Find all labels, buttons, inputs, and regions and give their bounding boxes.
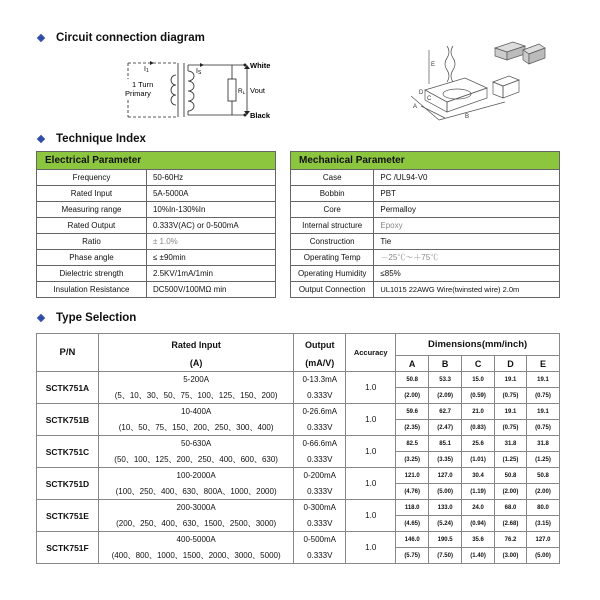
param-value: PC /UL94-V0 [374,170,560,186]
is-subscript: S [197,70,202,76]
param-value: 5A-5000A [146,186,275,202]
dim-c-mm: 25.6 [462,436,495,452]
dim-e-mm: 80.0 [527,500,560,516]
param-name: Rated Input [37,186,147,202]
dim-c-mm: 21.0 [462,404,495,420]
header-dim-d: D [495,356,527,372]
table-row [291,234,560,250]
param-value: ± 1.0% [146,234,275,250]
param-value: Permalloy [374,202,560,218]
accuracy-value: 1.0 [346,436,396,468]
part-number: SCTK751A [37,372,99,404]
param-value: ≤85% [374,266,560,282]
dim-c-inch: (1.40) [462,548,495,564]
electrical-parameter-title: Electrical Parameter [37,152,276,170]
output-ma: 0-13.3mA [294,372,346,388]
dim-letter-e: E [431,62,436,68]
dim-e-mm: 31.8 [527,436,560,452]
table-row [37,420,560,436]
dim-e-inch: (1.25) [527,452,560,468]
dim-a-inch: (2.00) [396,388,429,404]
dim-letter-c: C [427,96,432,102]
dim-a-inch: (2.35) [396,420,429,436]
param-value: UL1015 22AWG Wire(twinsted wire) 2.0m [374,282,560,298]
dim-c-mm: 15.0 [462,372,495,388]
param-name: Ratio [37,234,147,250]
dim-c-inch: (1.19) [462,484,495,500]
type-selection-table [36,333,560,564]
table-row [37,500,560,516]
output-v: 0.333V [294,548,346,564]
dim-d-inch: (3.00) [495,548,527,564]
dim-a-mm: 59.6 [396,404,429,420]
param-value: ≤ ±90min [146,250,275,266]
rated-taps: (100、250、400、630、800A、1000、2000) [98,484,293,500]
header-pn: P/N [37,334,99,372]
rated-range: 50-630A [98,436,293,452]
rl-subscript: L [242,90,246,95]
dim-a-inch: (3.25) [396,452,429,468]
dim-d-mm: 76.2 [495,532,527,548]
param-value: 2.5KV/1mA/1min [146,266,275,282]
dim-e-mm: 127.0 [527,532,560,548]
dim-letter-b: B [465,114,470,120]
table-row [37,186,276,202]
part-number: SCTK751E [37,500,99,532]
header-dim-c: C [462,356,495,372]
table-row [37,484,560,500]
primary-label-line2: Primary [125,89,151,98]
dim-b-mm: 53.3 [429,372,462,388]
dim-a-inch: (4.65) [396,516,429,532]
dim-b-mm: 127.0 [429,468,462,484]
param-value: PBT [374,186,560,202]
dim-d-inch: (1.25) [495,452,527,468]
dim-b-inch: (7.50) [429,548,462,564]
table-row [37,250,276,266]
white-wire-label: White [250,61,271,70]
dim-c-inch: (1.01) [462,452,495,468]
i1-label: I [144,66,146,73]
table-row [37,202,276,218]
section-heading-technique [38,133,146,145]
dim-a-mm: 118.0 [396,500,429,516]
header-output-unit: (mA/V) [294,356,346,372]
dim-d-inch: (2.00) [495,484,527,500]
dim-c-mm: 30.4 [462,468,495,484]
part-number: SCTK751D [37,468,99,500]
rated-taps: (200、250、400、630、1500、2500、3000) [98,516,293,532]
output-ma: 0-26.6mA [294,404,346,420]
dim-c-inch: (0.94) [462,516,495,532]
dim-d-mm: 19.1 [495,404,527,420]
accuracy-value: 1.0 [346,404,396,436]
vout-label: Vout [250,86,266,95]
param-name: Insulation Resistance [37,282,147,298]
electrical-parameter-table [36,151,276,298]
part-number: SCTK751B [37,404,99,436]
output-ma: 0-200mA [294,468,346,484]
mechanical-parameter-table [290,151,560,298]
table-row [291,170,560,186]
table-row [37,170,276,186]
dim-b-inch: (2.47) [429,420,462,436]
param-name: Bobbin [291,186,374,202]
dim-d-inch: (0.75) [495,388,527,404]
param-value: －25℃～＋75℃ [374,250,560,266]
rated-taps: (5、10、30、50、75、100、125、150、200) [98,388,293,404]
param-name: Phase angle [37,250,147,266]
table-row [37,452,560,468]
output-v: 0.333V [294,388,346,404]
param-name: Output Connection [291,282,374,298]
param-value: 50-60Hz [146,170,275,186]
param-name: Rated Output [37,218,147,234]
dim-b-inch: (5.00) [429,484,462,500]
dim-b-mm: 85.1 [429,436,462,452]
param-name: Internal structure [291,218,374,234]
dim-d-inch: (2.68) [495,516,527,532]
dim-c-inch: (0.83) [462,420,495,436]
dim-b-mm: 62.7 [429,404,462,420]
diamond-bullet-icon [37,314,45,322]
rated-taps: (400、800、1000、1500、2000、3000、5000) [98,548,293,564]
dim-e-inch: (2.00) [527,484,560,500]
table-row [291,186,560,202]
product-dimension-drawing [395,38,565,130]
param-name: Measuring range [37,202,147,218]
rated-taps: (50、100、125、200、250、400、600、630) [98,452,293,468]
output-v: 0.333V [294,516,346,532]
dim-d-mm: 31.8 [495,436,527,452]
diamond-bullet-icon [37,34,45,42]
table-row [37,468,560,484]
rated-range: 10-400A [98,404,293,420]
dim-d-mm: 19.1 [495,372,527,388]
rated-range: 400-5000A [98,532,293,548]
table-row [37,436,560,452]
dim-d-mm: 68.0 [495,500,527,516]
dim-e-mm: 19.1 [527,372,560,388]
table-row [37,388,560,404]
accuracy-value: 1.0 [346,372,396,404]
rated-taps: (10、50、75、150、200、250、300、400) [98,420,293,436]
table-row [37,266,276,282]
svg-text:IS [196,68,202,76]
dim-e-inch: (5.00) [527,548,560,564]
svg-text:I1 [144,66,149,74]
table-row [37,404,560,420]
dim-b-inch: (3.35) [429,452,462,468]
table-row [37,282,276,298]
param-name: Dielectric strength [37,266,147,282]
param-name: Construction [291,234,374,250]
header-dimensions: Dimensions(mm/inch) [396,334,560,356]
dim-b-mm: 133.0 [429,500,462,516]
param-value: DC500V/100MΩ min [146,282,275,298]
dim-b-mm: 190.5 [429,532,462,548]
header-dim-e: E [527,356,560,372]
dim-a-inch: (4.76) [396,484,429,500]
dim-b-inch: (5.24) [429,516,462,532]
is-label: I [196,68,198,75]
rated-range: 5-200A [98,372,293,388]
primary-label-line1: 1 Turn [132,80,154,89]
dim-e-mm: 19.1 [527,404,560,420]
i1-subscript: 1 [145,68,149,74]
output-v: 0.333V [294,484,346,500]
dim-letter-d: D [419,90,424,96]
table-row [37,516,560,532]
dim-a-mm: 82.5 [396,436,429,452]
table-row [37,218,276,234]
param-name: Operating Humidity [291,266,374,282]
svg-text:RL [238,88,246,95]
rated-range: 200-3000A [98,500,293,516]
accuracy-value: 1.0 [346,532,396,564]
black-wire-label: Black [250,111,271,120]
header-rated-input: Rated Input [98,334,293,356]
header-dim-b: B [429,356,462,372]
table-row [291,250,560,266]
header-rated-unit: (A) [98,356,293,372]
param-value: Tie [374,234,560,250]
section-title: Technique Index [56,133,146,145]
dim-e-inch: (0.75) [527,388,560,404]
section-heading-type [38,312,136,324]
dim-a-mm: 146.0 [396,532,429,548]
table-row [37,372,560,388]
param-name: Operating Temp [291,250,374,266]
dim-e-inch: (3.15) [527,516,560,532]
dim-e-mm: 50.8 [527,468,560,484]
header-dim-a: A [396,356,429,372]
param-value: 0.333V(AC) or 0-500mA [146,218,275,234]
section-title: Circuit connection diagram [56,32,205,44]
dim-e-inch: (0.75) [527,420,560,436]
part-number: SCTK751F [37,532,99,564]
dim-a-mm: 50.8 [396,372,429,388]
table-row [291,218,560,234]
dim-a-inch: (5.75) [396,548,429,564]
dim-c-mm: 24.0 [462,500,495,516]
dim-a-mm: 121.0 [396,468,429,484]
section-title: Type Selection [56,312,137,324]
header-output: Output [294,334,346,356]
param-name: Case [291,170,374,186]
accuracy-value: 1.0 [346,468,396,500]
dim-letter-a: A [413,104,418,110]
table-row [37,548,560,564]
circuit-diagram [120,55,290,125]
param-name: Core [291,202,374,218]
param-value: Epoxy [374,218,560,234]
header-accuracy: Accuracy [346,334,396,372]
dim-c-mm: 35.6 [462,532,495,548]
output-v: 0.333V [294,420,346,436]
section-heading-circuit [38,32,205,44]
accuracy-value: 1.0 [346,500,396,532]
output-ma: 0-300mA [294,500,346,516]
output-v: 0.333V [294,452,346,468]
dim-d-mm: 50.8 [495,468,527,484]
rl-label: R [238,88,243,95]
rated-range: 100-2000A [98,468,293,484]
dim-c-inch: (0.59) [462,388,495,404]
table-row [37,234,276,250]
dim-b-inch: (2.09) [429,388,462,404]
table-row [291,202,560,218]
part-number: SCTK751C [37,436,99,468]
table-row [291,282,560,298]
mechanical-parameter-title: Mechanical Parameter [291,152,560,170]
param-name: Frequency [37,170,147,186]
table-row [291,266,560,282]
output-ma: 0-66.6mA [294,436,346,452]
param-value: 10%In-130%In [146,202,275,218]
diamond-bullet-icon [37,135,45,143]
output-ma: 0-500mA [294,532,346,548]
dim-d-inch: (0.75) [495,420,527,436]
table-row [37,532,560,548]
